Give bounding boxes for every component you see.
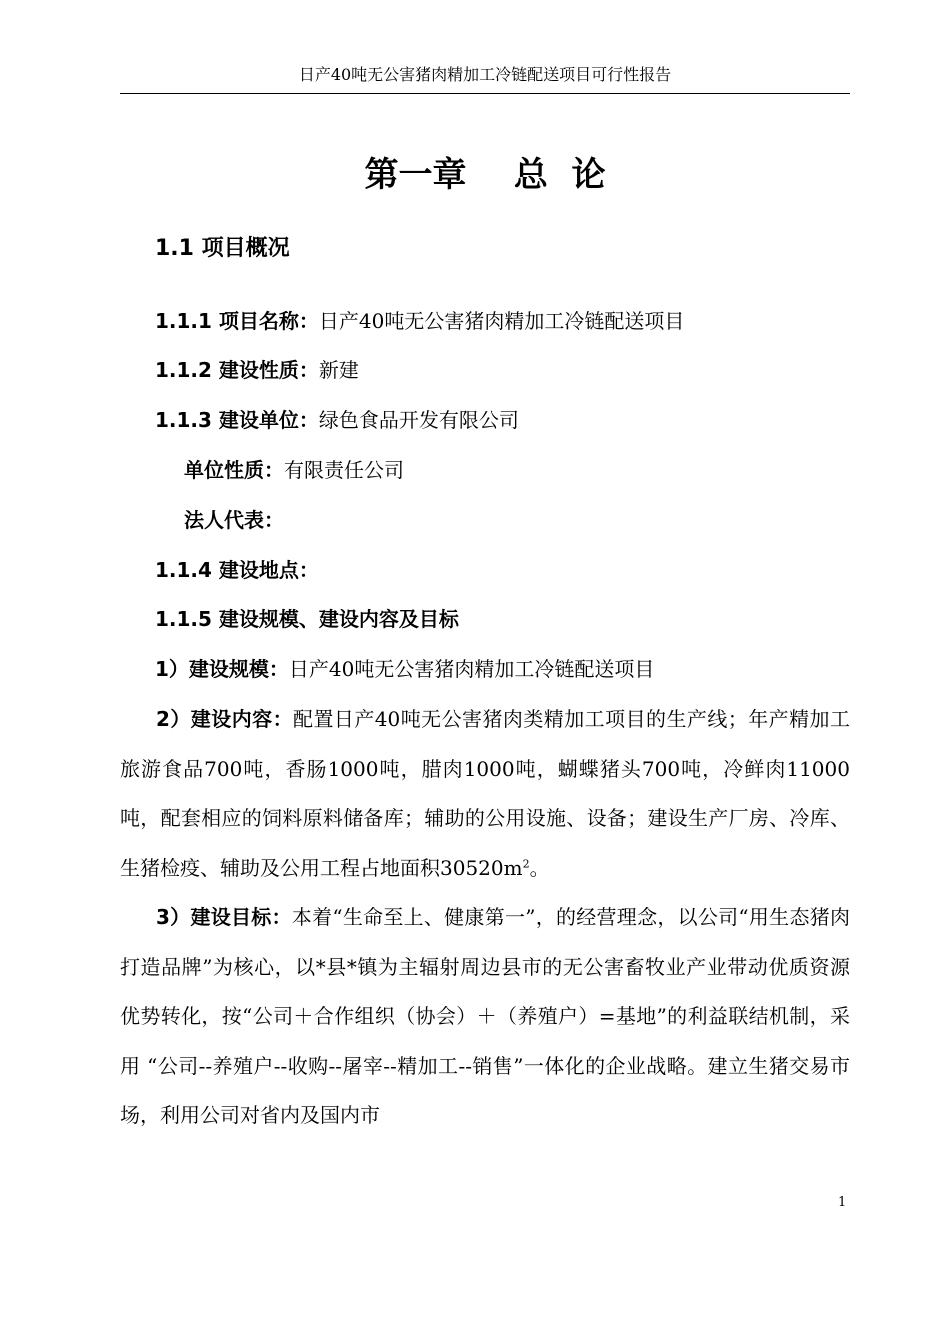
item-label: 单位性质： (184, 458, 284, 482)
item-label: 1.1.2 建设性质： (155, 358, 319, 382)
area-unit-superscript: 2 (522, 856, 530, 870)
chapter-title: 第一章 总 论 (364, 155, 606, 195)
item-value: 日产40吨无公害猪肉精加工冷链配送项目 (288, 657, 655, 681)
item-value: 新建 (318, 358, 359, 382)
paragraph-construction-goal (120, 893, 850, 1141)
item-construction-unit (155, 405, 519, 435)
paragraph-label: 3）建设目标： (156, 905, 292, 929)
item-construction-scale (155, 654, 654, 684)
paragraph-body: 配置日产40吨无公害猪肉类精加工项目的生产线；年产精加工旅游食品700吨，香肠1000吨，腊肉1000吨，蝴蝶猪头700吨，冷鲜肉11000吨，配套相应的饲料原料储备库；辅助的公用设施、设备；建设生产厂房、冷库、生猪检疫、辅助及公用工程占地面积30520m (120, 707, 851, 880)
item-label: 1.1.1 项目名称： (155, 309, 319, 333)
paragraph-end: 。 (529, 855, 550, 880)
page-number: 1 (838, 1195, 847, 1210)
item-label: 1.1.3 建设单位： (155, 408, 319, 432)
item-value: 有限责任公司 (284, 458, 404, 482)
item-label: 1.1.5 建设规模、建设内容及目标 (155, 607, 459, 631)
item-scope-heading (155, 604, 459, 634)
item-construction-nature (155, 355, 359, 385)
item-legal-representative (184, 505, 284, 535)
running-header-title: 日产40吨无公害猪肉精加工冷链配送项目可行性报告 (298, 65, 672, 84)
item-value: 绿色食品开发有限公司 (318, 408, 519, 432)
paragraph-body: 本着“生命至上、健康第一”，的经营理念，以公司“用生态猪肉打造品牌”为核心，以*县*镇为主辐射周边县市的无公害畜牧业产业带动优质资源优势转化，按“公司＋合作组织（协会）＋（养殖户）=基地”的利益联结机制，采用 “公司--养殖户--收购--屠宰--精加工--销售”一体化的企业战略。建立生猪交易市场，利用公司对省内及国内市 (120, 905, 850, 1127)
paragraph-label: 2）建设内容： (156, 707, 294, 731)
header-divider (120, 93, 850, 94)
item-unit-type (184, 455, 404, 485)
item-construction-location (155, 555, 319, 585)
item-project-name (155, 306, 684, 336)
item-value: 日产40吨无公害猪肉精加工冷链配送项目 (318, 309, 685, 333)
item-label: 1）建设规模： (155, 657, 289, 681)
item-label: 法人代表： (184, 508, 284, 532)
item-label: 1.1.4 建设地点： (155, 558, 319, 582)
section-title: 1.1 项目概况 (155, 236, 290, 261)
paragraph-construction-content (120, 695, 850, 893)
